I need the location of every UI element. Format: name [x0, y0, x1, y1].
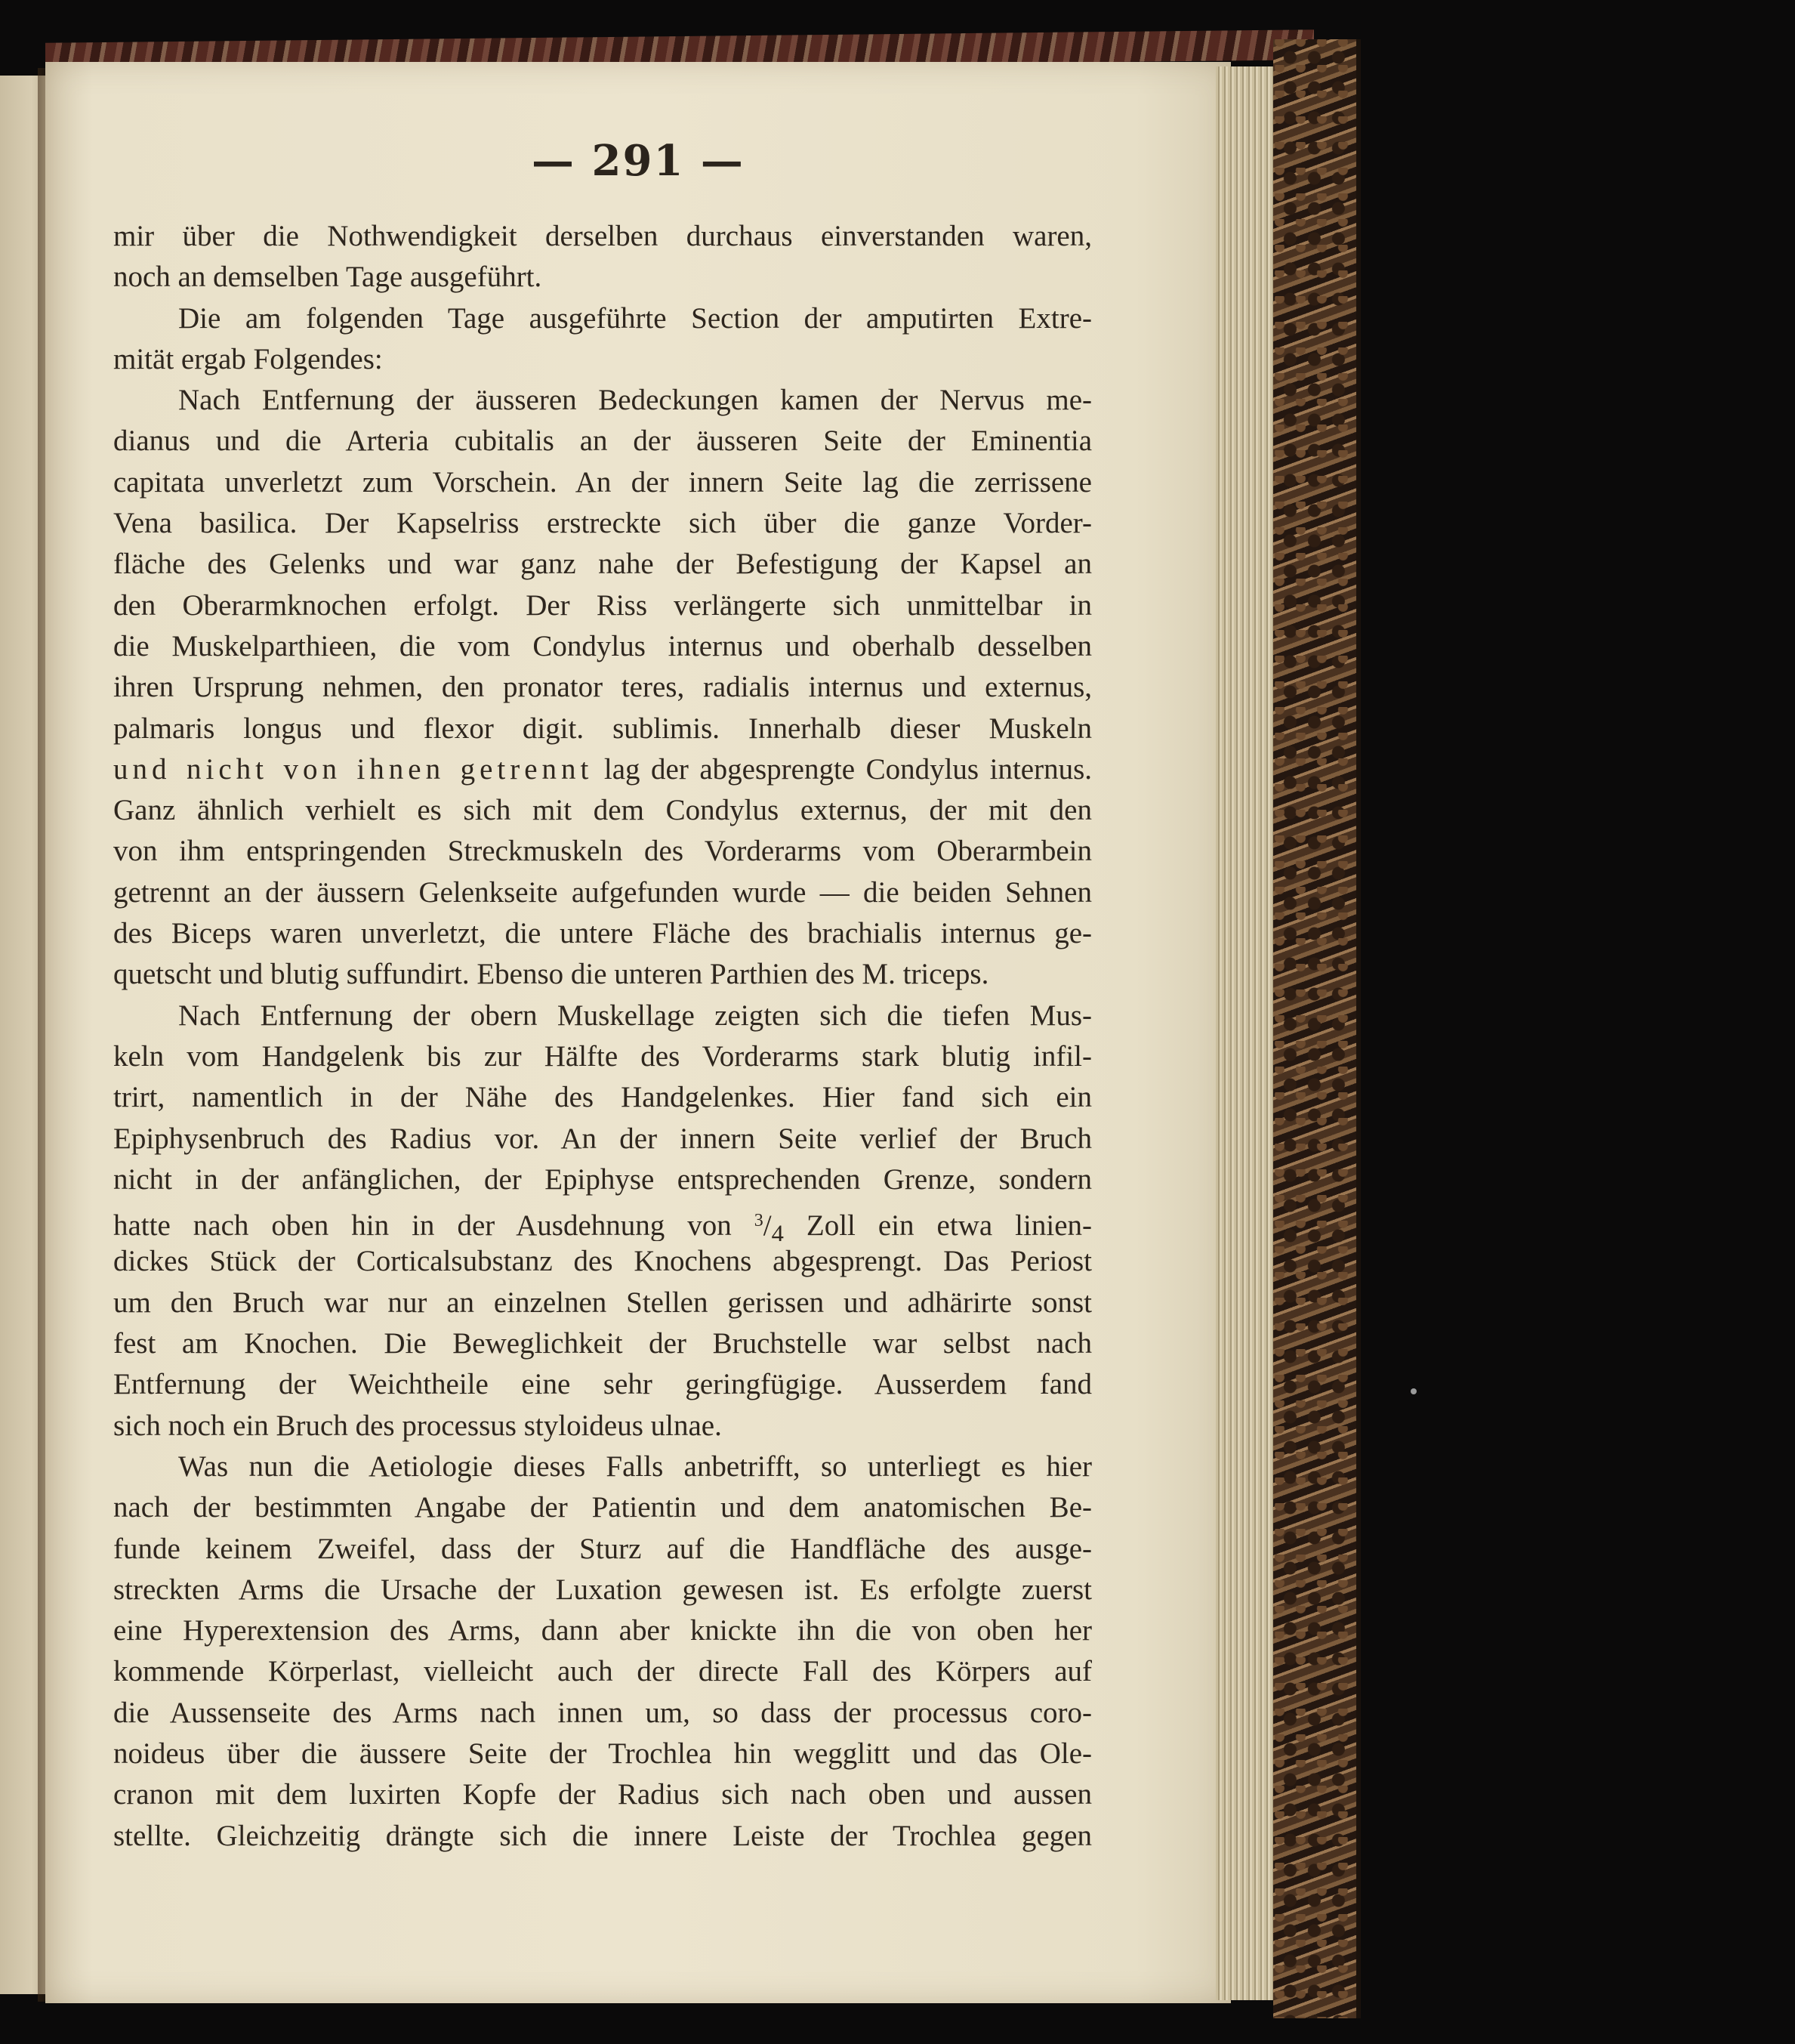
text-line: [113, 749, 1092, 790]
text-line: trirt, namentlich in der Nähe des Handgelenkes. Hier fand sich ein: [113, 1081, 1092, 1114]
text-line: mität ergab Folgendes:: [113, 342, 383, 375]
text-line: fläche des Gelenks und war ganz nahe der Befestigung der Kapsel an: [113, 548, 1092, 581]
text-line: dickes Stück der Corticalsubstanz des Knochens abgesprengt. Das Periost: [113, 1245, 1092, 1278]
page-number-header: — 291 —: [532, 136, 745, 186]
text-line: palmaris longus und flexor digit. sublimis. Innerhalb dieser Muskeln: [113, 712, 1092, 745]
text-line: cranon mit dem luxirten Kopfe der Radius sich nach oben und aussen: [113, 1778, 1092, 1811]
spaced-emphasis: und nicht von ihnen getrennt: [113, 752, 594, 786]
fraction-numerator: 3: [754, 1211, 763, 1231]
text-line: getrennt an der äussern Gelenkseite aufgefunden wurde — die beiden Sehnen: [113, 875, 1092, 909]
text-line: Epiphysenbruch des Radius vor. An der innern Seite verlief der Bruch: [113, 1122, 1092, 1155]
text-line: ihren Ursprung nehmen, den pronator teres, radialis internus und externus,: [113, 671, 1092, 704]
text-line: noch an demselben Tage ausgeführt.: [113, 261, 542, 294]
text-line: sich noch ein Bruch des processus styloideus ulnae.: [113, 1409, 722, 1442]
text-line: die Aussenseite des Arms nach innen um, so dass der processus coro-: [113, 1696, 1092, 1729]
text-line: von ihm entspringenden Streckmuskeln des Vorderarms vom Oberarmbein: [113, 835, 1092, 868]
text-line: eine Hyperextension des Arms, dann aber knickte ihn die von oben her: [113, 1614, 1092, 1647]
text-line-end: Zoll ein etwa linien-: [806, 1209, 1092, 1242]
text-line: hatte nach oben hin in der Ausdehnung von $^3/_4$ Zoll ein etwa linien-: [113, 1200, 1092, 1241]
text-line: den Oberarmknochen erfolgt. Der Riss verlängerte sich unmittelbar in: [113, 588, 1092, 622]
fraction-denominator: 4: [771, 1220, 784, 1242]
text-line: Die am folgenden Tage ausgeführte Section der amputirten Extre-: [178, 301, 1092, 335]
text-line: um den Bruch war nur an einzelnen Stellen gerissen und adhärirte sonst: [113, 1286, 1092, 1319]
text-line: streckten Arms die Ursache der Luxation gewesen ist. Es erfolgte zuerst: [113, 1573, 1092, 1606]
text-line: Was nun die Aetiologie dieses Falls anbetrifft, so unterliegt es hier: [178, 1450, 1092, 1483]
text-line: des Biceps waren unverletzt, die untere Fläche des brachialis internus ge-: [113, 917, 1092, 950]
text-line: funde keinem Zweifel, dass der Sturz auf die Handfläche des ausge-: [113, 1532, 1092, 1565]
text-line-rest: lag der abgesprengte Condylus internus.: [603, 752, 1092, 786]
text-line: Entfernung der Weichtheile eine sehr geringfügige. Ausserdem fand: [113, 1368, 1092, 1401]
text-line: fest am Knochen. Die Beweglichkeit der Bruchstelle war selbst nach: [113, 1327, 1092, 1360]
text-line: capitata unverletzt zum Vorschein. An der innern Seite lag die zerrissene: [113, 465, 1092, 499]
text-line: quetscht und blutig suffundirt. Ebenso die unteren Parthien des M. triceps.: [113, 958, 989, 991]
text-line: nach der bestimmten Angabe der Patientin und dem anatomischen Be-: [113, 1491, 1092, 1524]
text-line: Nach Entfernung der obern Muskellage zeigten sich die tiefen Mus-: [178, 999, 1092, 1032]
text-line: noideus über die äussere Seite der Trochlea hin wegglitt und das Ole-: [113, 1737, 1092, 1770]
text-line: keln vom Handgelenk bis zur Hälfte des Vorderarms stark blutig infil-: [113, 1039, 1092, 1073]
text-line: stellte. Gleichzeitig drängte sich die innere Leiste der Trochlea gegen: [113, 1819, 1092, 1852]
text-line: Nach Entfernung der äusseren Bedeckungen kamen der Nervus me-: [178, 384, 1092, 417]
text-line: nicht in der anfänglichen, der Epiphyse entsprechenden Grenze, sondern: [113, 1162, 1092, 1196]
text-line: Ganz ähnlich verhielt es sich mit dem Condylus externus, der mit den: [113, 794, 1092, 827]
background-speck: [1411, 1388, 1417, 1394]
text-line: Vena basilica. Der Kapselriss erstreckte sich über die ganze Vorder-: [113, 507, 1092, 540]
text-line: dianus und die Arteria cubitalis an der äusseren Seite der Eminentia: [113, 425, 1092, 458]
text-line: die Muskelparthieen, die vom Condylus internus und oberhalb desselben: [113, 629, 1092, 662]
text-line: mir über die Nothwendigkeit derselben durchaus einverstanden waren,: [113, 220, 1092, 252]
page-block-edges: [1216, 66, 1276, 2000]
text-line: kommende Körperlast, vielleicht auch der directe Fall des Körpers auf: [113, 1655, 1092, 1688]
body-text: [113, 216, 1092, 1857]
text-line-start: hatte nach oben hin in der Ausdehnung von: [113, 1209, 732, 1242]
marbled-cover: [1273, 39, 1361, 2018]
